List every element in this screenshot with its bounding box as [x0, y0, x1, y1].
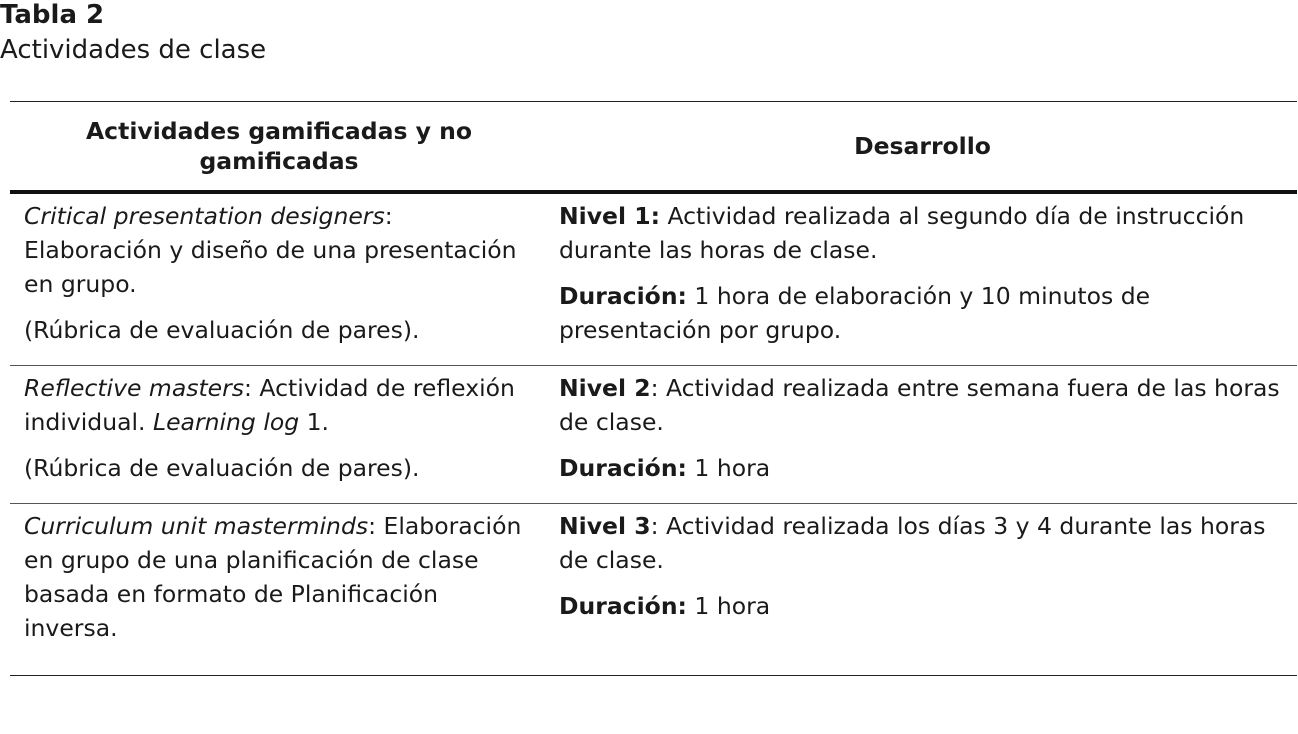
- table-body: [10, 192, 1297, 676]
- activity-log: Learning log: [153, 408, 300, 436]
- level-text: Actividad realizada al segundo día de instrucción durante las horas de clase.: [559, 202, 1245, 264]
- level-text: : Actividad realizada entre semana fuera de las horas de clase.: [559, 374, 1280, 436]
- activity-separator: :: [384, 202, 393, 230]
- activity-description: [24, 371, 536, 439]
- header-row: [10, 102, 1297, 193]
- level-line: [559, 199, 1285, 267]
- duration-line: [559, 589, 1285, 623]
- level-label: Nivel 3: [559, 512, 651, 540]
- duration-text: 1 hora: [686, 454, 771, 482]
- activities-table: [10, 101, 1297, 676]
- table-row: [10, 192, 1297, 366]
- development-cell: [548, 504, 1297, 676]
- activity-cell: [10, 504, 548, 676]
- duration-label: Duración:: [559, 592, 687, 620]
- level-line: [559, 509, 1285, 577]
- activity-name: Critical presentation designers: [24, 202, 385, 230]
- activity-cell: [10, 366, 548, 504]
- activity-text: Elaboración en grupo de una planificación de clase basada en formato de Planificación inversa.: [24, 512, 522, 642]
- table-row: [10, 504, 1297, 676]
- level-text: : Actividad realizada los días 3 y 4 durante las horas de clase.: [559, 512, 1266, 574]
- development-cell: [548, 192, 1297, 366]
- activity-separator: :: [368, 512, 377, 540]
- development-cell: [548, 366, 1297, 504]
- activity-description: [24, 199, 536, 301]
- duration-text: 1 hora: [686, 592, 771, 620]
- activity-note: (Rúbrica de evaluación de pares).: [24, 454, 420, 482]
- activity-name: Reflective masters: [24, 374, 245, 402]
- activity-text: Elaboración y diseño de una presentación en grupo.: [24, 236, 517, 298]
- table-title: Actividades de clase: [0, 35, 267, 65]
- table-row: [10, 366, 1297, 504]
- table-number: Tabla 2: [0, 0, 105, 30]
- level-line: [559, 371, 1285, 439]
- activity-log-number: 1.: [299, 408, 330, 436]
- duration-label: Duración:: [559, 454, 687, 482]
- activity-separator: : Actividad de reflexión individual.: [24, 374, 515, 436]
- level-label: Nivel 2: [559, 374, 651, 402]
- duration-label: Duración:: [559, 282, 687, 310]
- header-activities: Actividades gamificadas y no gamificadas: [10, 102, 548, 193]
- activity-note: (Rúbrica de evaluación de pares).: [24, 316, 420, 344]
- header-development: Desarrollo: [548, 102, 1297, 193]
- duration-line: [559, 451, 1285, 485]
- activity-cell: [10, 192, 548, 366]
- table-header: [10, 102, 1297, 193]
- activity-name: Curriculum unit masterminds: [24, 512, 369, 540]
- duration-line: [559, 279, 1285, 347]
- duration-text: 1 hora de elaboración y 10 minutos de presentación por grupo.: [559, 282, 1151, 344]
- activity-description: [24, 509, 536, 645]
- level-label: Nivel 1:: [559, 202, 660, 230]
